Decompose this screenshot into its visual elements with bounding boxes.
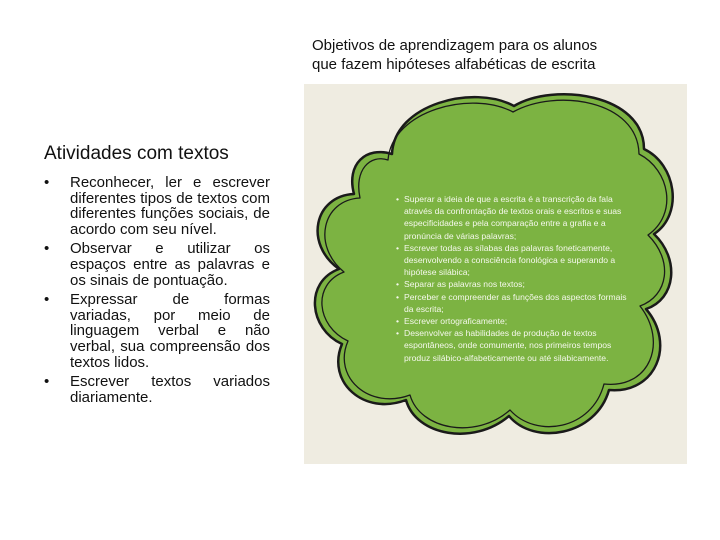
bullet-icon: • xyxy=(396,316,400,327)
list-item-text: Observar e utilizar os espaços entre as palavras e os sinais de pontuação. xyxy=(70,240,270,289)
activities-list xyxy=(44,175,270,409)
objective-text: Separar as palavras nos textos; xyxy=(404,279,525,290)
list-item-text: Escrever textos variados diariamente. xyxy=(70,373,270,406)
list-item xyxy=(44,374,270,405)
list-item xyxy=(44,175,270,237)
objective-item xyxy=(396,242,631,279)
objective-text: Desenvolver as habilidades de produção de textos espontâneos, onde comumente, nos primeiros tempos produz silábico-alfabeticamente ou até silabicamente. xyxy=(404,328,612,363)
bullet-icon: • xyxy=(396,242,400,253)
bullet-icon: • xyxy=(396,291,400,302)
bullet-icon: • xyxy=(44,373,50,391)
figure-caption xyxy=(312,36,692,74)
objective-text: Superar a ideia de que a escrita é a transcrição da fala através da confrontação de textos orais e escritos e suas especificidades e pela comparação entre a grafia e a pronúncia de várias palavras; xyxy=(404,194,622,241)
list-item-text: Expressar de formas variadas, por meio de linguagem verbal e não verbal, sua compreensão dos textos lidos. xyxy=(70,291,270,371)
objective-text: Escrever ortograficamente; xyxy=(404,316,508,327)
objective-item xyxy=(396,291,631,315)
bullet-icon: • xyxy=(396,328,400,339)
objective-text: Perceber e compreender as funções dos aspectos formais da escrita; xyxy=(404,291,627,314)
list-item xyxy=(44,241,270,288)
objectives-list xyxy=(396,193,631,364)
bullet-icon: • xyxy=(44,174,50,191)
objective-item xyxy=(396,315,631,327)
objective-text: Escrever todas as sílabas das palavras foneticamente, desenvolvendo a consciência fonológica e superando a hipótese silábica; xyxy=(404,242,616,278)
bullet-icon: • xyxy=(396,194,400,204)
section-title: Atividades com textos xyxy=(44,143,229,164)
objective-item xyxy=(396,327,631,364)
objective-item xyxy=(396,278,631,290)
bullet-icon: • xyxy=(396,279,400,290)
list-item xyxy=(44,292,270,370)
objective-item xyxy=(396,193,631,242)
objectives-figure xyxy=(304,84,687,464)
caption-line-2: que fazem hipóteses alfabéticas de escrita xyxy=(312,56,596,73)
list-item-text: Reconhecer, ler e escrever diferentes tipos de textos com diferentes funções sociais, de acordo com seu nível. xyxy=(70,174,270,238)
bullet-icon: • xyxy=(44,240,50,258)
bullet-icon: • xyxy=(44,291,50,309)
caption-line-1: Objetivos de aprendizagem para os alunos xyxy=(312,37,598,54)
